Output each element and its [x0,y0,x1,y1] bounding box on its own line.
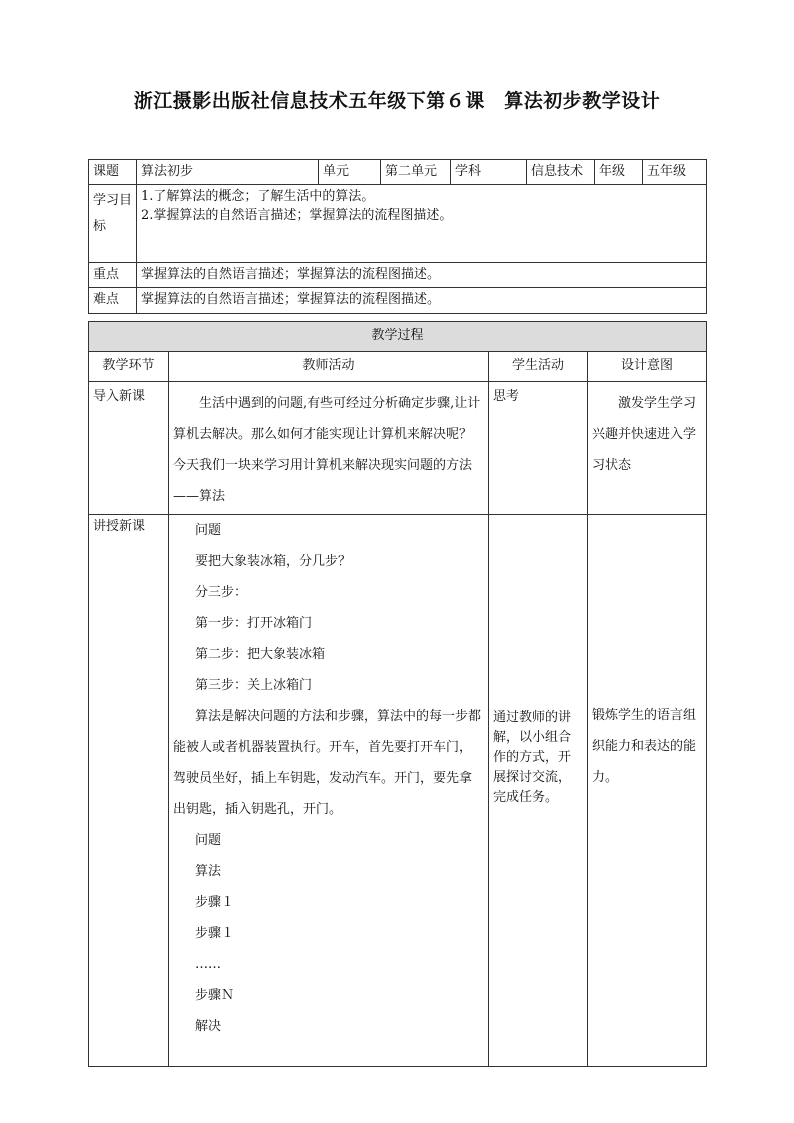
list-item: 要把大象装冰箱，分几步？ [195,554,352,569]
intro-row [89,382,707,515]
topic-label: 课题 [89,160,137,185]
main-intent [588,515,707,1067]
goals-row [89,185,707,263]
list-item: 第一步：打开冰箱门 [195,616,313,631]
list-item: 问题 [195,523,222,538]
topic-value: 算法初步 [137,160,319,185]
algorithm-paragraph: 算法是解决问题的方法和步骤，算法中的每一步都能被人或者机器装置执行。开车，首先要打开车门，驾驶员坐好，插上车钥匙，发动汽车。开门，要先拿出钥匙，插入钥匙孔，开门。 [173,709,482,817]
lesson-header-row [89,160,707,185]
process-band: 教学过程 [89,322,707,352]
header-stage: 教学环节 [89,352,169,382]
list-item: 第二步：把大象装冰箱 [195,647,326,662]
page-title: 浙江摄影出版社信息技术五年级下第６课 算法初步教学设计 [133,90,661,112]
teaching-process-table [88,321,707,1067]
list-item: 步骤１ [195,926,235,941]
goals-cell [137,185,707,263]
list-item: 步骤１ [195,895,235,910]
subject-label: 学科 [451,160,527,185]
intro-teacher-text: 生活中遇到的问题,有些可经过分析确定步骤,让计算机去解决。那么如何才能实现让计算机来解决呢？今天我们一块来学习用计算机来解决现实问题的方法——算法 [173,396,481,504]
list-item: 解决 [195,1019,222,1034]
unit-value: 第二单元 [381,160,451,185]
header-teacher: 教师活动 [169,352,489,382]
key-label: 重点 [89,263,137,288]
main-student [489,515,588,1067]
key-points-row [89,263,707,288]
header-intent: 设计意图 [588,352,707,382]
key-value: 掌握算法的自然语言描述；掌握算法的流程图描述。 [137,263,707,288]
difficulty-value: 掌握算法的自然语言描述；掌握算法的流程图描述。 [137,288,707,314]
intro-student: 思考 [489,382,588,515]
intro-intent-text: 激发学生学习兴趣并快速进入学习状态 [592,396,697,473]
main-row [89,515,707,1067]
main-teacher [169,515,489,1067]
intro-stage: 导入新课 [89,382,169,515]
subject-value: 信息技术 [527,160,595,185]
goal-item: 2.掌握算法的自然语言描述；掌握算法的流程图描述。 [141,207,453,223]
grade-label: 年级 [595,160,643,185]
intro-teacher [169,382,489,515]
process-band-row [89,322,707,352]
main-stage: 讲授新课 [89,515,169,1067]
algorithm-steps-list [173,825,484,1042]
list-item: 步骤Ｎ [195,988,235,1003]
list-item: 算法 [195,864,222,879]
lesson-info-table [88,159,707,314]
difficulty-row [89,288,707,314]
unit-label: 单元 [319,160,381,185]
goal-item: 1.了解算法的概念；了解生活中的算法。 [141,189,375,204]
main-intent-text: 锻炼学生的语言组织能力和表达的能力。 [592,708,697,785]
main-student-text: 通过教师的讲解，以小组合作的方式，开展探讨交流，完成任务。 [493,710,572,805]
goals-label: 学习目标 [89,185,137,263]
list-item: 第三步：关上冰箱门 [195,678,313,693]
header-student: 学生活动 [489,352,588,382]
list-item: …… [195,957,221,972]
list-item: 问题 [195,833,222,848]
difficulty-label: 难点 [89,288,137,314]
process-header-row [89,352,707,382]
intro-intent [588,382,707,515]
list-item: 分三步： [195,585,248,600]
main-steps-list [173,515,484,701]
grade-value: 五年级 [643,160,707,185]
